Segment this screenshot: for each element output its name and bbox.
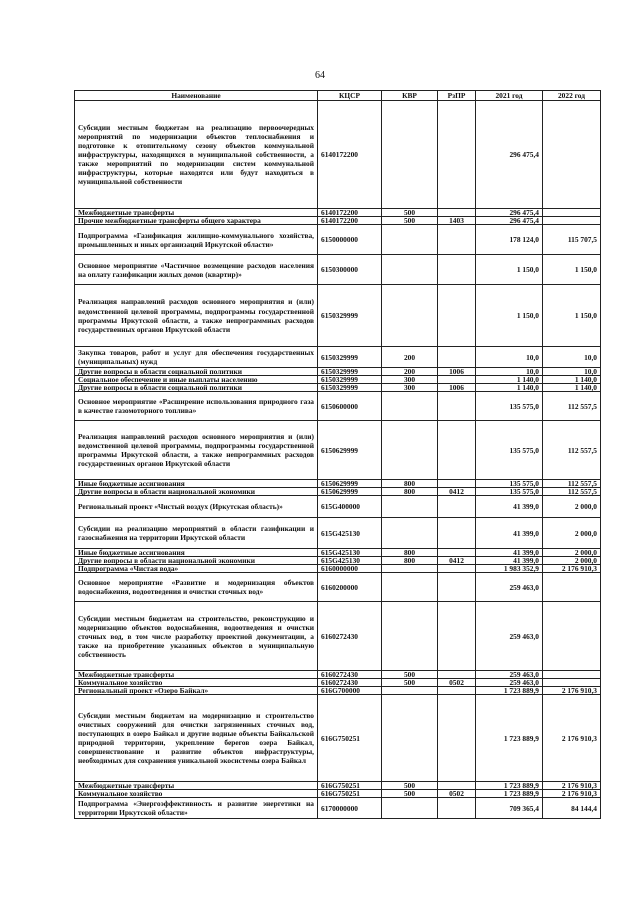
row-name: Коммунальное хозяйство (75, 790, 318, 798)
row-kvr: 300 (382, 376, 438, 384)
row-2022 (543, 217, 601, 225)
table-row (75, 347, 601, 368)
row-code: 6170000000 (318, 798, 382, 819)
table-row (75, 565, 601, 573)
row-code: 6150300000 (318, 255, 382, 285)
row-code: 6140172200 (318, 209, 382, 217)
row-kvr: 300 (382, 384, 438, 392)
table-row (75, 687, 601, 695)
table-row (75, 518, 601, 549)
row-name: Подпрограмма «Энергоэффективность и развитие энергетики на территории Иркутской области» (75, 798, 318, 819)
row-rzpr (438, 573, 476, 602)
row-2022: 2 176 910,3 (543, 782, 601, 790)
row-2021: 1 723 889,9 (476, 782, 543, 790)
row-2021: 10,0 (476, 368, 543, 376)
row-code: 6160272430 (318, 602, 382, 671)
row-code: 6160000000 (318, 565, 382, 573)
row-code: 6150329999 (318, 347, 382, 368)
row-kvr: 500 (382, 671, 438, 679)
row-name: Субсидии на реализацию мероприятий в области газификации и газоснабжения на территории Иркутской области (75, 518, 318, 549)
row-2021: 135 575,0 (476, 421, 543, 480)
row-name: Межбюджетные трансферты (75, 209, 318, 217)
row-name: Субсидии местным бюджетам на строительство, реконструкцию и модернизацию объектов водоснабжения, водоотведения и очистки сточных вод, в том числе разработку проектной документации, а также на приобретение указанных объектов в муниципальную собственность (75, 602, 318, 671)
row-rzpr: 0502 (438, 679, 476, 687)
row-kvr (382, 392, 438, 421)
row-2022: 2 000,0 (543, 518, 601, 549)
col-header-rzpr: РзПР (438, 91, 476, 101)
row-kvr: 500 (382, 679, 438, 687)
row-name: Субсидии местным бюджетам на модернизацию и строительство очистных сооружений для очистки загрязненных сточных вод, поступающих в озеро Байкал и другие водные объекты Байкальской природной территории, укрепление берегов озера Байкал, совершенствование и развитие объектов инфраструктуры, необходимых для сохранения уникальной экосистемы озера Байкал (75, 695, 318, 782)
table-row (75, 217, 601, 225)
row-name: Межбюджетные трансферты (75, 671, 318, 679)
col-header-2021: 2021 год (476, 91, 543, 101)
row-rzpr: 0502 (438, 790, 476, 798)
row-rzpr (438, 518, 476, 549)
row-2022: 112 557,5 (543, 480, 601, 488)
row-name: Подпрограмма «Чистая вода» (75, 565, 318, 573)
row-name: Основное мероприятие «Расширение использования природного газа в качестве газомоторного топлива» (75, 392, 318, 421)
row-code: 6140172200 (318, 101, 382, 209)
row-2022 (543, 101, 601, 209)
row-2022: 1 140,0 (543, 376, 601, 384)
row-2022: 1 150,0 (543, 285, 601, 347)
row-2022 (543, 573, 601, 602)
row-code: 6140172200 (318, 217, 382, 225)
table-row (75, 496, 601, 518)
row-code: 6150329999 (318, 368, 382, 376)
budget-table (74, 90, 601, 819)
row-kvr (382, 687, 438, 695)
table-row (75, 225, 601, 255)
row-2022 (543, 602, 601, 671)
row-2022: 2 000,0 (543, 549, 601, 557)
row-2021: 1 983 352,9 (476, 565, 543, 573)
row-2021: 259 463,0 (476, 602, 543, 671)
row-2022: 10,0 (543, 368, 601, 376)
row-name: Субсидии местным бюджетам на реализацию первоочередных мероприятий по модернизации объектов теплоснабжения и подготовке к отопительному сезону объектов коммунальной инфраструктуры, находящихся в муниципальной собственности, а также мероприятий по модернизации систем коммунальной инфраструктуры, которые находятся или будут находиться в муниципальной собственности (75, 101, 318, 209)
row-2021: 259 463,0 (476, 679, 543, 687)
row-code: 6150629999 (318, 480, 382, 488)
row-kvr: 200 (382, 347, 438, 368)
col-header-kvr: КВР (382, 91, 438, 101)
row-code: 615G425130 (318, 518, 382, 549)
row-2021: 296 475,4 (476, 209, 543, 217)
row-code: 6160272430 (318, 679, 382, 687)
row-rzpr (438, 285, 476, 347)
row-kvr: 500 (382, 209, 438, 217)
row-rzpr: 0412 (438, 488, 476, 496)
row-2021: 1 723 889,9 (476, 790, 543, 798)
row-2022: 2 176 910,3 (543, 790, 601, 798)
row-kvr: 500 (382, 217, 438, 225)
row-2022: 2 176 910,3 (543, 565, 601, 573)
row-2022: 112 557,5 (543, 392, 601, 421)
row-code: 615G425130 (318, 549, 382, 557)
row-kvr (382, 602, 438, 671)
row-2022: 1 140,0 (543, 384, 601, 392)
row-rzpr: 0412 (438, 557, 476, 565)
row-rzpr (438, 798, 476, 819)
row-code: 615G425130 (318, 557, 382, 565)
row-code: 616G750251 (318, 790, 382, 798)
row-name: Коммунальное хозяйство (75, 679, 318, 687)
row-2021: 1 150,0 (476, 255, 543, 285)
row-name: Региональный проект «Озеро Байкал» (75, 687, 318, 695)
row-code: 6150000000 (318, 225, 382, 255)
row-rzpr (438, 602, 476, 671)
row-rzpr (438, 496, 476, 518)
row-2021: 259 463,0 (476, 671, 543, 679)
row-2022: 2 000,0 (543, 496, 601, 518)
row-kvr (382, 285, 438, 347)
row-2021: 135 575,0 (476, 392, 543, 421)
col-header-2022: 2022 год (543, 91, 601, 101)
row-rzpr (438, 225, 476, 255)
row-kvr (382, 225, 438, 255)
table-row (75, 602, 601, 671)
row-rzpr (438, 687, 476, 695)
row-kvr: 800 (382, 549, 438, 557)
row-kvr: 500 (382, 782, 438, 790)
row-kvr (382, 695, 438, 782)
table-row (75, 573, 601, 602)
row-2021: 41 399,0 (476, 496, 543, 518)
row-2021: 1 723 889,9 (476, 695, 543, 782)
row-name: Другие вопросы в области национальной экономики (75, 557, 318, 565)
table-row (75, 285, 601, 347)
row-name: Другие вопросы в области национальной экономики (75, 488, 318, 496)
row-kvr: 800 (382, 557, 438, 565)
row-rzpr (438, 101, 476, 209)
row-2022: 84 144,4 (543, 798, 601, 819)
row-2022: 1 150,0 (543, 255, 601, 285)
row-kvr (382, 565, 438, 573)
col-header-kcsr: КЦСР (318, 91, 382, 101)
row-code: 6150629999 (318, 421, 382, 480)
row-kvr (382, 573, 438, 602)
row-code: 616G750251 (318, 695, 382, 782)
row-name: Прочие межбюджетные трансферты общего характера (75, 217, 318, 225)
row-2022 (543, 209, 601, 217)
table-row (75, 101, 601, 209)
row-name: Иные бюджетные ассигнования (75, 480, 318, 488)
row-2021: 709 365,4 (476, 798, 543, 819)
row-kvr (382, 518, 438, 549)
row-kvr (382, 798, 438, 819)
row-code: 616G750251 (318, 782, 382, 790)
row-name: Социальное обеспечение и иные выплаты населению (75, 376, 318, 384)
table-row (75, 255, 601, 285)
row-kvr: 200 (382, 368, 438, 376)
row-2021: 296 475,4 (476, 101, 543, 209)
row-2021: 10,0 (476, 347, 543, 368)
row-code: 616G700000 (318, 687, 382, 695)
row-rzpr (438, 392, 476, 421)
table-row (75, 392, 601, 421)
row-rzpr (438, 565, 476, 573)
row-2021: 1 723 889,9 (476, 687, 543, 695)
row-rzpr (438, 255, 476, 285)
row-2021: 1 150,0 (476, 285, 543, 347)
row-rzpr: 1006 (438, 368, 476, 376)
row-2022: 112 557,5 (543, 488, 601, 496)
row-code: 615G400000 (318, 496, 382, 518)
row-rzpr (438, 695, 476, 782)
row-rzpr: 1403 (438, 217, 476, 225)
row-2021: 1 140,0 (476, 384, 543, 392)
row-kvr: 800 (382, 488, 438, 496)
header-row (75, 91, 601, 101)
table-row (75, 421, 601, 480)
row-name: Межбюджетные трансферты (75, 782, 318, 790)
row-kvr: 800 (382, 480, 438, 488)
row-code: 6150329999 (318, 384, 382, 392)
row-2022 (543, 671, 601, 679)
row-kvr (382, 255, 438, 285)
row-2022: 112 557,5 (543, 421, 601, 480)
row-name: Подпрограмма «Газификация жилищно-коммунального хозяйства, промышленных и иных организаций Иркутской области» (75, 225, 318, 255)
row-kvr (382, 496, 438, 518)
row-2021: 259 463,0 (476, 573, 543, 602)
row-2021: 296 475,4 (476, 217, 543, 225)
row-code: 6150600000 (318, 392, 382, 421)
row-name: Реализация направлений расходов основного мероприятия и (или) ведомственной целевой программы, подпрограммы государственной программы Иркутской области, а также непрограммных расходов государственных органов Иркутской области (75, 421, 318, 480)
row-2021: 135 575,0 (476, 480, 543, 488)
col-header-name: Наименование (75, 91, 318, 101)
row-kvr (382, 421, 438, 480)
row-code: 6150329999 (318, 285, 382, 347)
table-row (75, 790, 601, 798)
row-kvr (382, 101, 438, 209)
row-2022: 2 176 910,3 (543, 695, 601, 782)
row-name: Реализация направлений расходов основного мероприятия и (или) ведомственной целевой программы, подпрограммы государственной программы Иркутской области, а также непрограммных расходов государственных органов Иркутской области (75, 285, 318, 347)
row-2021: 41 399,0 (476, 549, 543, 557)
table-row (75, 488, 601, 496)
table-row (75, 695, 601, 782)
table-row (75, 384, 601, 392)
row-2021: 41 399,0 (476, 557, 543, 565)
row-name: Основное мероприятие «Развитие и модернизация объектов водоснабжения, водоотведения и очистки сточных вод» (75, 573, 318, 602)
row-kvr: 500 (382, 790, 438, 798)
row-2021: 1 140,0 (476, 376, 543, 384)
table-row (75, 798, 601, 819)
page-number: 64 (315, 70, 325, 81)
row-rzpr: 1006 (438, 384, 476, 392)
row-code: 6160200000 (318, 573, 382, 602)
row-name: Основное мероприятие «Частичное возмещение расходов населения на оплату газификации жилых домов (квартир)» (75, 255, 318, 285)
row-2021: 135 575,0 (476, 488, 543, 496)
row-code: 6160272430 (318, 671, 382, 679)
row-2022: 10,0 (543, 347, 601, 368)
row-2021: 41 399,0 (476, 518, 543, 549)
row-2021: 178 124,0 (476, 225, 543, 255)
row-2022: 2 176 910,3 (543, 687, 601, 695)
row-rzpr (438, 347, 476, 368)
row-name: Другие вопросы в области социальной политики (75, 384, 318, 392)
row-name: Другие вопросы в области социальной политики (75, 368, 318, 376)
row-name: Иные бюджетные ассигнования (75, 549, 318, 557)
row-2022: 2 000,0 (543, 557, 601, 565)
row-code: 6150629999 (318, 488, 382, 496)
row-name: Закупка товаров, работ и услуг для обеспечения государственных (муниципальных) нужд (75, 347, 318, 368)
row-name: Региональный проект «Чистый воздух (Иркутская область)» (75, 496, 318, 518)
row-rzpr (438, 421, 476, 480)
row-2022: 115 707,5 (543, 225, 601, 255)
row-code: 6150329999 (318, 376, 382, 384)
